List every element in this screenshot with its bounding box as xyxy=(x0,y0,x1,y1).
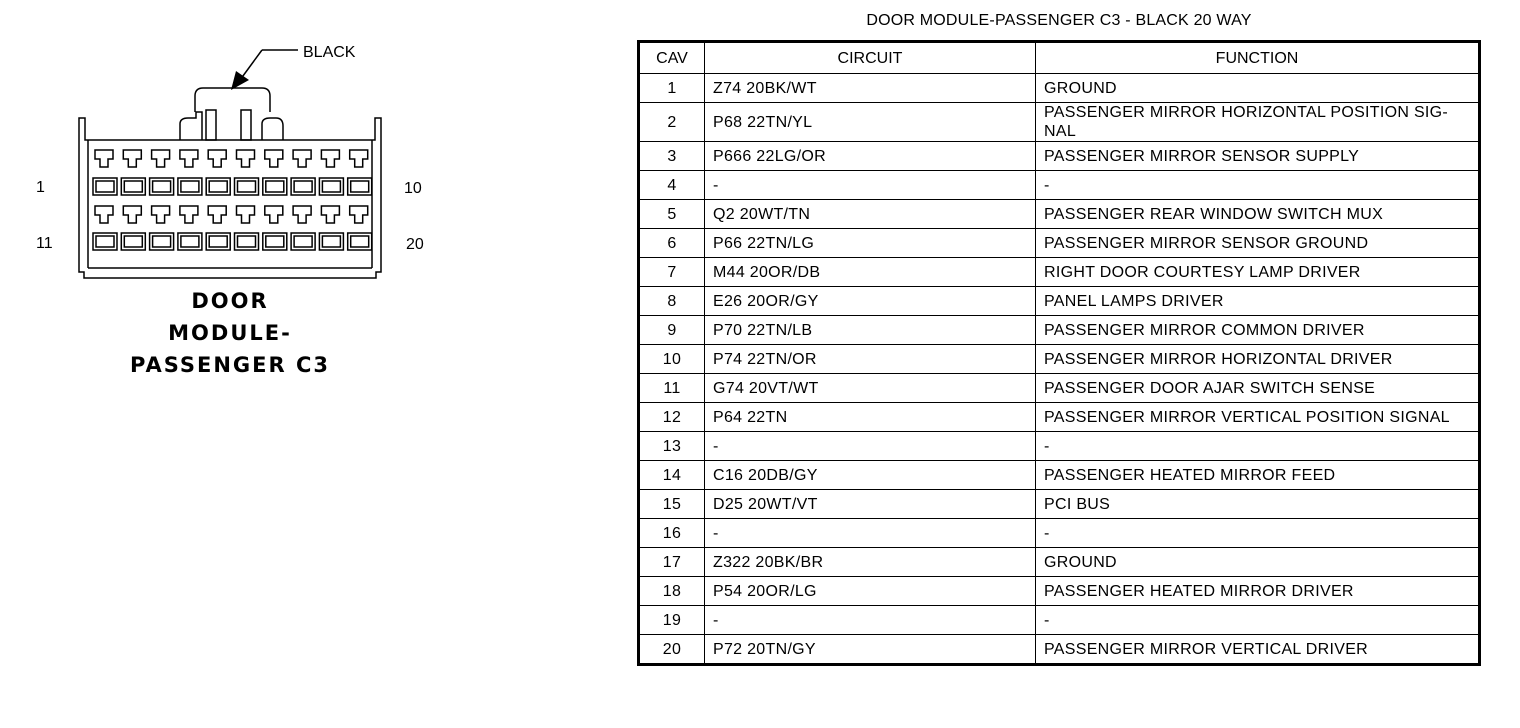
terminal-cavity-9 xyxy=(319,150,343,195)
cav-cell: 1 xyxy=(639,74,705,103)
function-cell: PASSENGER HEATED MIRROR DRIVER xyxy=(1036,577,1480,606)
table-row xyxy=(639,258,1480,287)
cav-cell: 10 xyxy=(639,345,705,374)
function-cell: RIGHT DOOR COURTESY LAMP DRIVER xyxy=(1036,258,1480,287)
table-row xyxy=(639,635,1480,665)
terminal-cavity-12 xyxy=(121,206,145,250)
table-row xyxy=(639,577,1480,606)
pin-label-20: 20 xyxy=(406,236,424,253)
terminal-cavity-7 xyxy=(263,150,287,195)
table-row xyxy=(639,374,1480,403)
connector-diagram xyxy=(0,0,520,420)
connector-name-line3: PASSENGER C3 xyxy=(129,353,331,377)
function-cell: PASSENGER MIRROR HORIZONTAL DRIVER xyxy=(1036,345,1480,374)
cav-cell: 16 xyxy=(639,519,705,548)
circuit-cell: P666 22LG/OR xyxy=(705,142,1036,171)
pin-label-10: 10 xyxy=(404,180,422,197)
circuit-cell: G74 20VT/WT xyxy=(705,374,1036,403)
circuit-cell: P54 20OR/LG xyxy=(705,577,1036,606)
cav-cell: 20 xyxy=(639,635,705,665)
terminal-cavity-10 xyxy=(348,150,372,195)
table-row xyxy=(639,519,1480,548)
function-cell: PASSENGER REAR WINDOW SWITCH MUX xyxy=(1036,200,1480,229)
cav-cell: 6 xyxy=(639,229,705,258)
terminal-cavity-19 xyxy=(319,206,343,250)
table-row xyxy=(639,142,1480,171)
terminal-cavity-3 xyxy=(150,150,174,195)
circuit-cell: P70 22TN/LB xyxy=(705,316,1036,345)
terminal-cavity-5 xyxy=(206,150,230,195)
circuit-cell: P68 22TN/YL xyxy=(705,103,1036,142)
function-cell: - xyxy=(1036,171,1480,200)
circuit-cell: P64 22TN xyxy=(705,403,1036,432)
circuit-cell: Z322 20BK/BR xyxy=(705,548,1036,577)
table-row xyxy=(639,316,1480,345)
connector-name-line1: DOOR xyxy=(191,289,269,313)
function-cell: - xyxy=(1036,519,1480,548)
terminal-cavity-17 xyxy=(263,206,287,250)
terminal-cavity-16 xyxy=(235,206,259,250)
circuit-cell: P72 20TN/GY xyxy=(705,635,1036,665)
connector-lock-tab xyxy=(180,88,283,140)
cav-cell: 14 xyxy=(639,461,705,490)
circuit-cell: - xyxy=(705,432,1036,461)
cav-cell: 9 xyxy=(639,316,705,345)
table-row xyxy=(639,200,1480,229)
function-cell: PASSENGER MIRROR VERTICAL POSITION SIGNAL xyxy=(1036,403,1480,432)
function-cell: GROUND xyxy=(1036,74,1480,103)
terminal-cavity-2 xyxy=(121,150,145,195)
cav-cell: 17 xyxy=(639,548,705,577)
function-cell: PASSENGER MIRROR SENSOR GROUND xyxy=(1036,229,1480,258)
function-cell: - xyxy=(1036,432,1480,461)
header-cav: CAV xyxy=(639,42,705,74)
table-row xyxy=(639,229,1480,258)
cav-cell: 15 xyxy=(639,490,705,519)
connector-body xyxy=(79,118,381,278)
connector-color-label: BLACK xyxy=(303,44,356,61)
circuit-cell: - xyxy=(705,519,1036,548)
table-row xyxy=(639,345,1480,374)
function-cell: GROUND xyxy=(1036,548,1480,577)
circuit-cell: Q2 20WT/TN xyxy=(705,200,1036,229)
circuit-cell: E26 20OR/GY xyxy=(705,287,1036,316)
table-header-row xyxy=(639,42,1480,74)
cav-cell: 11 xyxy=(639,374,705,403)
circuit-cell: P66 22TN/LG xyxy=(705,229,1036,258)
table-row xyxy=(639,548,1480,577)
cav-cell: 13 xyxy=(639,432,705,461)
terminal-cavity-8 xyxy=(291,150,315,195)
table-row xyxy=(639,461,1480,490)
connector-name-line2: MODULE- xyxy=(168,321,292,345)
table-row xyxy=(639,403,1480,432)
function-cell: PANEL LAMPS DRIVER xyxy=(1036,287,1480,316)
connector-terminals xyxy=(93,150,372,250)
cav-cell: 7 xyxy=(639,258,705,287)
circuit-cell: M44 20OR/DB xyxy=(705,258,1036,287)
function-cell: PASSENGER HEATED MIRROR FEED xyxy=(1036,461,1480,490)
function-cell: PASSENGER MIRROR COMMON DRIVER xyxy=(1036,316,1480,345)
cav-cell: 18 xyxy=(639,577,705,606)
terminal-cavity-6 xyxy=(235,150,259,195)
cav-cell: 2 xyxy=(639,103,705,142)
table-row xyxy=(639,490,1480,519)
terminal-cavity-20 xyxy=(348,206,372,250)
function-cell: PASSENGER MIRROR SENSOR SUPPLY xyxy=(1036,142,1480,171)
circuit-cell: - xyxy=(705,606,1036,635)
header-circuit: CIRCUIT xyxy=(705,42,1036,74)
color-pointer-arrow xyxy=(231,50,298,90)
table-row xyxy=(639,171,1480,200)
circuit-cell: P74 22TN/OR xyxy=(705,345,1036,374)
table-row xyxy=(639,287,1480,316)
cav-cell: 5 xyxy=(639,200,705,229)
cav-cell: 4 xyxy=(639,171,705,200)
terminal-cavity-4 xyxy=(178,150,202,195)
pin-label-11: 11 xyxy=(36,235,53,252)
circuit-cell: - xyxy=(705,171,1036,200)
terminal-cavity-11 xyxy=(93,206,117,250)
table-title: DOOR MODULE-PASSENGER C3 - BLACK 20 WAY xyxy=(866,12,1252,29)
cav-cell: 12 xyxy=(639,403,705,432)
circuit-cell: Z74 20BK/WT xyxy=(705,74,1036,103)
table-row xyxy=(639,74,1480,103)
cav-cell: 8 xyxy=(639,287,705,316)
header-function: FUNCTION xyxy=(1036,42,1480,74)
table-row xyxy=(639,432,1480,461)
cav-cell: 19 xyxy=(639,606,705,635)
function-cell: PASSENGER MIRROR HORIZONTAL POSITION SIG-NAL xyxy=(1036,103,1480,142)
cav-cell: 3 xyxy=(639,142,705,171)
pin-label-1: 1 xyxy=(36,179,45,196)
terminal-cavity-18 xyxy=(291,206,315,250)
circuit-cell: D25 20WT/VT xyxy=(705,490,1036,519)
function-cell: PCI BUS xyxy=(1036,490,1480,519)
circuit-cell: C16 20DB/GY xyxy=(705,461,1036,490)
function-cell: PASSENGER MIRROR VERTICAL DRIVER xyxy=(1036,635,1480,665)
terminal-cavity-1 xyxy=(93,150,117,195)
pinout-table xyxy=(637,40,1481,666)
table-row xyxy=(639,606,1480,635)
function-cell: PASSENGER DOOR AJAR SWITCH SENSE xyxy=(1036,374,1480,403)
terminal-cavity-15 xyxy=(206,206,230,250)
table-row xyxy=(639,103,1480,142)
function-cell: - xyxy=(1036,606,1480,635)
terminal-cavity-14 xyxy=(178,206,202,250)
terminal-cavity-13 xyxy=(150,206,174,250)
